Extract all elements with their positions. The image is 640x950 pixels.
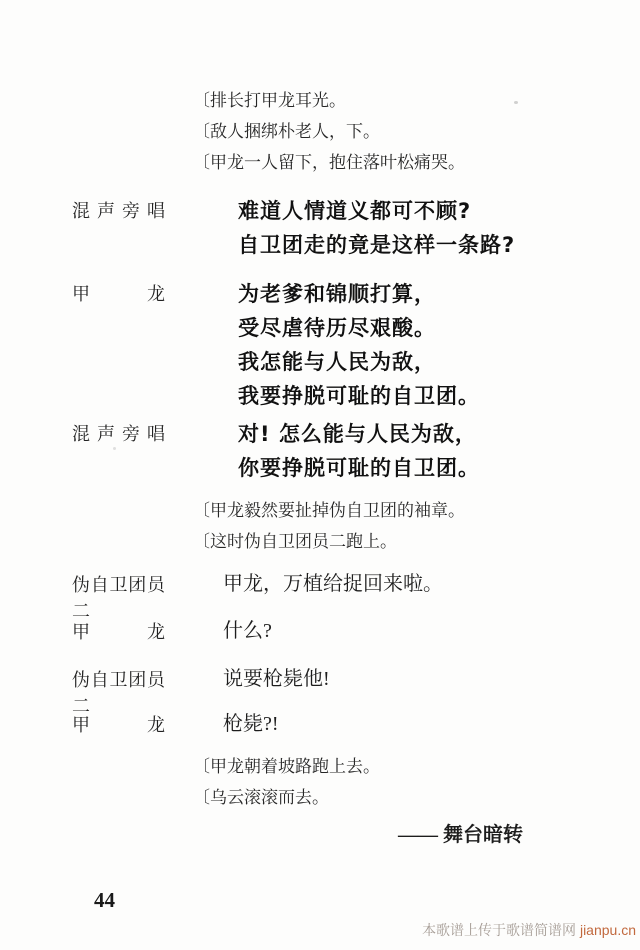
- watermark-text: 本歌谱上传于歌谱简谱网: [422, 922, 580, 938]
- sung-line: 自卫团走的竟是这样一条路?: [238, 233, 516, 257]
- sung-line: 你要挣脱可耻的自卫团。: [238, 456, 480, 480]
- sung-line: 受尽虐待历尽艰酸。: [238, 316, 436, 340]
- dialogue-line: 甲龙，万植给捉回来啦。: [223, 573, 443, 595]
- sung-line: 为老爹和锦顺打算，: [238, 282, 436, 306]
- speaker-label: 伪自卫团员二: [72, 670, 165, 716]
- speaker-label: 甲龙: [72, 284, 165, 304]
- dialogue-line: 枪毙?!: [223, 713, 279, 735]
- stage-direction-line: 〔乌云滚滚而去。: [193, 788, 329, 807]
- dialogue-line: 说要枪毙他!: [223, 668, 330, 690]
- stage-direction-line: 〔排长打甲龙耳光。: [193, 91, 346, 110]
- sung-line: 对! 怎么能与人民为敌，: [238, 422, 477, 446]
- speaker-label: 混声旁唱: [72, 424, 165, 444]
- stage-direction-line: 〔甲龙毅然要扯掉伪自卫团的袖章。: [193, 501, 465, 520]
- sung-line: 我要挣脱可耻的自卫团。: [238, 384, 480, 408]
- sung-line: 我怎能与人民为敌，: [238, 350, 436, 374]
- scan-speck: [113, 447, 116, 450]
- speaker-label: 甲龙: [72, 622, 165, 642]
- sung-line: 难道人情道义都可不顾?: [238, 199, 472, 223]
- stage-direction-line: 〔甲龙一人留下，抱住落叶松痛哭。: [193, 153, 465, 172]
- stage-direction-line: 〔这时伪自卫团员二跑上。: [193, 532, 397, 551]
- speaker-label: 伪自卫团员二: [72, 575, 165, 621]
- stage-direction-line: 〔甲龙朝着坡路跑上去。: [193, 757, 380, 776]
- speaker-label: 甲龙: [72, 715, 165, 735]
- watermark: [422, 920, 636, 940]
- stage-direction-line: 〔敌人捆绑朴老人，下。: [193, 122, 380, 141]
- speaker-label: 混声旁唱: [72, 201, 165, 221]
- scan-speck: [514, 101, 518, 104]
- stage-transition-note: —— 舞台暗转: [398, 824, 523, 846]
- dialogue-line: 什么?: [223, 620, 272, 642]
- page-number: 44: [94, 888, 115, 912]
- watermark-url: jianpu.cn: [579, 922, 636, 938]
